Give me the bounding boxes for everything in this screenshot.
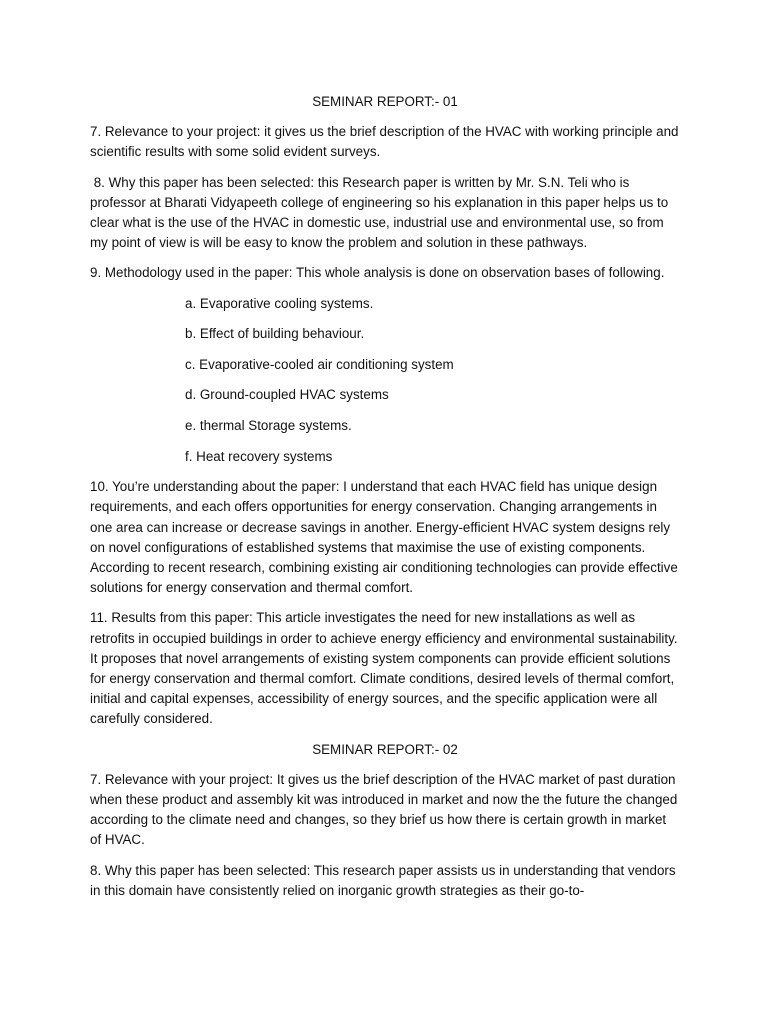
report-1-results-paragraph: 11. Results from this paper: This article investigates the need for new installations as well as retrofits in occupied buildings in order to achieve energy efficiency and environmental sustainability. It proposes that novel arrangements of existing system components can provide efficient solutions for energy conservation and thermal comfort. Climate conditions, desired levels of thermal comfort, initial and capital expenses, accessibility of energy sources, and the specific application were all carefully considered.	[90, 610, 678, 727]
methodology-item: d. Ground-coupled HVAC systems	[185, 387, 389, 403]
document-body	[90, 92, 680, 911]
methodology-item: a. Evaporative cooling systems.	[185, 295, 374, 311]
report-2-heading: SEMINAR REPORT:- 02	[312, 741, 458, 757]
methodology-item: e. thermal Storage systems.	[185, 418, 352, 433]
report-1-understanding-paragraph: 10. You’re understanding about the paper: I understand that each HVAC field has unique design requirements, and each offers opportunities for energy conservation. Changing arrangements in one area can increase or decrease savings in another. Energy-efficient HVAC system designs rely on novel configurations of established systems that maximise the use of existing components. According to recent research, combining existing air conditioning technologies can provide effective solutions for energy conservation and thermal comfort.	[90, 479, 678, 596]
methodology-item: f. Heat recovery systems	[185, 448, 333, 464]
report-1-methodology-paragraph: 9. Methodology used in the paper: This whole analysis is done on observation bases of following.	[90, 265, 665, 281]
methodology-item: c. Evaporative-cooled air conditioning system	[185, 356, 454, 372]
report-1-heading: SEMINAR REPORT:- 01	[312, 94, 458, 109]
report-1-relevance-paragraph: 7. Relevance to your project: it gives us the brief description of the HVAC with working principle and scientific results with some solid evident surveys.	[90, 124, 679, 160]
methodology-list	[90, 294, 680, 467]
report-2-selection-paragraph: 8. Why this paper has been selected: This research paper assists us in understanding that vendors in this domain have consistently relied on inorganic growth strategies as their go-to-	[90, 862, 676, 898]
methodology-item: b. Effect of building behaviour.	[185, 326, 365, 342]
report-2-relevance-paragraph: 7. Relevance with your project: It gives us the brief description of the HVAC market of past duration when these product and assembly kit was introduced in market and now the the future the changed according to the climate need and changes, so they brief us how there is certain growth in market of HVAC.	[90, 771, 678, 848]
report-1-selection-paragraph: 8. Why this paper has been selected: this Research paper is written by Mr. S.N. Teli who is professor at Bharati Vidyapeeth college of engineering so his explanation in this paper helps us to clear what is the use of the HVAC in domestic use, industrial use and environmental use, so from my point of view is will be easy to know the problem and solution in these pathways.	[90, 174, 669, 251]
